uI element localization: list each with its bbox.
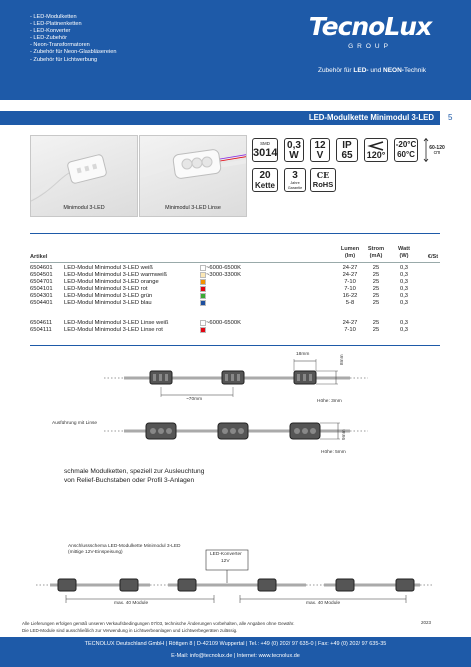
color-temperature: ~6000-6500K bbox=[206, 320, 241, 326]
article-name: LED-Modul Minimodul 3-LED warmweiß bbox=[64, 272, 168, 278]
current-value: 25 bbox=[372, 293, 380, 299]
article-name: LED-Modul Minimodul 3-LED Linse rot bbox=[64, 327, 163, 333]
wiring-caption-sub: (mittige 12V-Einspeisung) bbox=[68, 550, 123, 555]
tecnolux-logo bbox=[300, 12, 440, 57]
logo-word: TecnoLux bbox=[308, 12, 432, 41]
current-value: 25 bbox=[372, 265, 380, 271]
article-name: LED-Modul Minimodul 3-LED Linse weiß bbox=[64, 320, 169, 326]
current-value: 25 bbox=[372, 272, 380, 278]
legal-note bbox=[22, 620, 294, 634]
converter-label: LED-Konverter bbox=[210, 552, 242, 557]
description-line: schmale Modulketten, speziell zur Ausleuchtung bbox=[64, 468, 205, 475]
temp-low: 60°C bbox=[397, 150, 415, 159]
description-line: von Relief-Buchstaben oder Profil 3-Anlagen bbox=[64, 477, 195, 484]
tagline-prefix: Zubehör für bbox=[317, 67, 354, 74]
col-watt-label: Watt bbox=[398, 246, 410, 252]
section-title-bar bbox=[0, 111, 440, 125]
product-description bbox=[64, 467, 204, 485]
article-name: LED-Modul Minimodul 3-LED grün bbox=[64, 293, 153, 299]
category-item[interactable]: - Zubehör für Lichtwerbung bbox=[30, 57, 116, 64]
table-row bbox=[30, 272, 440, 279]
max-modules-right: max. 40 Module bbox=[306, 601, 341, 606]
table-row bbox=[30, 320, 440, 327]
article-number: 6504611 bbox=[30, 320, 53, 326]
category-item[interactable]: - LED-Modulketten bbox=[30, 14, 116, 21]
current-value: 25 bbox=[372, 320, 380, 326]
volt-unit: V bbox=[316, 150, 324, 161]
article-name: LED-Modul Minimodul 3-LED rot bbox=[64, 286, 148, 292]
pitch-dimension: ~70mm bbox=[186, 397, 203, 402]
page-number: 5 bbox=[448, 113, 453, 122]
chain-count-icon bbox=[252, 168, 278, 192]
lumen-value: 7-10 bbox=[344, 279, 356, 285]
year: 2023 bbox=[421, 620, 432, 625]
page-header bbox=[0, 0, 471, 100]
smd-value: 3014 bbox=[253, 147, 278, 159]
volt-value: 12 bbox=[314, 140, 326, 151]
lumen-value: 24-27 bbox=[342, 272, 358, 278]
color-swatch bbox=[200, 265, 206, 271]
contact-links[interactable]: E-Mail: info@tecnolux.de | Internet: www.tecnolux.de bbox=[171, 653, 300, 659]
article-number: 6504701 bbox=[30, 279, 53, 285]
warranty-text: Jahre Garantie bbox=[287, 181, 303, 190]
category-item[interactable]: - Zubehör für Neon-Glasbläsereien bbox=[30, 49, 116, 56]
color-swatch bbox=[200, 300, 206, 306]
max-modules-left: max. 40 Module bbox=[114, 601, 149, 606]
article-number: 6504101 bbox=[30, 286, 53, 292]
article-name: LED-Modul Minimodul 3-LED weiß bbox=[64, 265, 153, 271]
ce-mark: CE bbox=[316, 170, 330, 180]
col-watt bbox=[392, 246, 416, 260]
lumen-value: 24-27 bbox=[342, 320, 358, 326]
tagline bbox=[297, 67, 447, 74]
lens-height-dimension: 9mm bbox=[342, 429, 347, 440]
watt-value: 0,3 bbox=[399, 286, 409, 292]
logo-group: GROUP bbox=[348, 43, 392, 50]
category-item[interactable]: - LED-Zubehör bbox=[30, 35, 116, 42]
table-row bbox=[30, 279, 440, 286]
lens-module-shape bbox=[290, 423, 320, 439]
length-icon bbox=[422, 138, 444, 162]
current-value: 25 bbox=[372, 286, 380, 292]
ce-rohs-icon bbox=[310, 168, 336, 192]
temp-high: -20°C bbox=[395, 140, 417, 149]
article-number: 6504601 bbox=[30, 265, 53, 271]
color-swatch bbox=[200, 327, 206, 333]
col-lumen bbox=[334, 246, 366, 260]
current-value: 25 bbox=[372, 327, 380, 333]
wiring-caption: Anschlussschema LED-Modulkette Minimodul 3-LED bbox=[68, 544, 181, 549]
smd-label: SMD bbox=[260, 141, 270, 146]
col-price: €/St bbox=[427, 254, 439, 260]
lumen-value: 16-22 bbox=[342, 293, 358, 299]
photo-caption: Minimodul 3-LED bbox=[63, 205, 105, 211]
rohs-mark: RoHS bbox=[312, 180, 334, 189]
temperature-icon bbox=[394, 138, 418, 162]
color-swatch bbox=[200, 272, 206, 278]
current-value: 25 bbox=[372, 279, 380, 285]
module-shape bbox=[294, 371, 316, 384]
col-strom bbox=[364, 246, 388, 260]
company-address: TECNOLUX Deutschland GmbH | Röttgen 8 | D-42109 Wuppertal | Tel.: +49 (0) 202/ 97 635-0 | Fax: +49 (0) 202/ 97 635-35 bbox=[84, 641, 387, 647]
article-number: 6504401 bbox=[30, 300, 53, 306]
legal-line: Alle Lieferungen erfolgen gemäß unseren Verkaufsbedingungen 07/03, technische Änderungen vorbehalten, alle Angaben ohne Gewähr. bbox=[22, 621, 295, 626]
lumen-value: 5-8 bbox=[345, 300, 355, 306]
category-item[interactable]: - LED-Konverter bbox=[30, 28, 116, 35]
width-dimension: 18mm bbox=[296, 352, 310, 357]
ip-value: 65 bbox=[341, 150, 353, 161]
watt-value: 0,3 bbox=[399, 327, 409, 333]
module-shape bbox=[150, 371, 172, 384]
color-temperature: ~3000-3300K bbox=[206, 272, 241, 278]
col-lumen-label: Lumen bbox=[340, 246, 360, 252]
article-number: 6504501 bbox=[30, 272, 53, 278]
current-value: 25 bbox=[372, 300, 380, 306]
height-standard: Höhe: 3mm bbox=[317, 399, 342, 404]
chain-unit: Kette bbox=[254, 181, 275, 190]
col-artikel: Artikel bbox=[30, 254, 48, 260]
legal-line: Die LED-Module sind ausschließlich zur Verwendung in Lichtwerbeanlagen und Lichtwerbegeräten zulässig. bbox=[22, 628, 238, 633]
volt-icon bbox=[310, 138, 330, 162]
table-row bbox=[30, 286, 440, 293]
footer-bar bbox=[0, 637, 471, 667]
color-temperature: ~6000-6500K bbox=[206, 265, 241, 271]
product-category-list bbox=[30, 14, 116, 64]
tagline-led: LED- bbox=[353, 67, 369, 74]
photo-minimodul-linse bbox=[139, 135, 247, 217]
lens-module-shape bbox=[218, 423, 248, 439]
beam-angle-icon bbox=[364, 138, 388, 162]
col-strom-label: Strom bbox=[367, 246, 385, 252]
warranty-icon bbox=[284, 168, 306, 192]
article-number: 6504301 bbox=[30, 293, 53, 299]
watt-value: 0,3 bbox=[287, 140, 301, 151]
table-row bbox=[30, 265, 440, 272]
height-lens: Höhe: 5mm bbox=[321, 450, 346, 455]
table-top-rule bbox=[30, 233, 440, 234]
chain-count: 20 bbox=[259, 170, 271, 181]
category-item[interactable]: - Neon-Transformatoren bbox=[30, 42, 116, 49]
watt-unit: W bbox=[289, 150, 299, 161]
color-swatch bbox=[200, 320, 206, 326]
tagline-neon: NEON- bbox=[383, 67, 404, 74]
length-unit: cm bbox=[433, 150, 441, 156]
col-strom-unit: (mA) bbox=[369, 252, 383, 259]
article-name: LED-Modul Minimodul 3-LED blau bbox=[64, 300, 152, 306]
table-row bbox=[30, 327, 440, 334]
color-swatch bbox=[200, 286, 206, 292]
watt-icon bbox=[284, 138, 304, 162]
ip-icon bbox=[336, 138, 358, 162]
color-swatch bbox=[200, 279, 206, 285]
category-item[interactable]: - LED-Platinenketten bbox=[30, 21, 116, 28]
smd-icon bbox=[252, 138, 278, 162]
lens-variant-label: Ausführung mit Linse bbox=[52, 421, 98, 426]
watt-value: 0,3 bbox=[399, 279, 409, 285]
col-lumen-unit: (lm) bbox=[344, 252, 356, 259]
module-shape bbox=[222, 371, 244, 384]
watt-value: 0,3 bbox=[399, 265, 409, 271]
watt-value: 0,3 bbox=[399, 293, 409, 299]
lumen-value: 7-10 bbox=[344, 286, 356, 292]
table-header-rule bbox=[30, 262, 440, 263]
warranty-years: 3 bbox=[292, 170, 298, 181]
ip-label: IP bbox=[342, 140, 352, 151]
lumen-value: 24-27 bbox=[342, 265, 358, 271]
watt-value: 0,3 bbox=[399, 320, 409, 326]
dimension-diagram bbox=[0, 345, 471, 455]
lens-module-shape bbox=[146, 423, 176, 439]
watt-value: 0,3 bbox=[399, 272, 409, 278]
angle-value: 120° bbox=[366, 150, 386, 160]
photo-minimodul bbox=[30, 135, 138, 217]
article-number: 6504111 bbox=[30, 327, 52, 333]
section-title: LED-Modulkette Minimodul 3-LED bbox=[308, 113, 434, 122]
photo-caption: Minimodul 3-LED Linse bbox=[165, 205, 221, 211]
tagline-suffix: Technik bbox=[403, 67, 427, 74]
article-name: LED-Modul Minimodul 3-LED orange bbox=[64, 279, 159, 285]
watt-value: 0,3 bbox=[399, 300, 409, 306]
converter-voltage: 12V bbox=[221, 559, 230, 564]
col-watt-unit: (W) bbox=[399, 252, 409, 259]
lumen-value: 7-10 bbox=[344, 327, 356, 333]
height-dimension: 8mm bbox=[340, 354, 345, 365]
table-row bbox=[30, 300, 440, 307]
length-range: 60-120 bbox=[429, 145, 445, 151]
table-row bbox=[30, 293, 440, 300]
tagline-mid: und bbox=[368, 67, 384, 74]
color-swatch bbox=[200, 293, 206, 299]
